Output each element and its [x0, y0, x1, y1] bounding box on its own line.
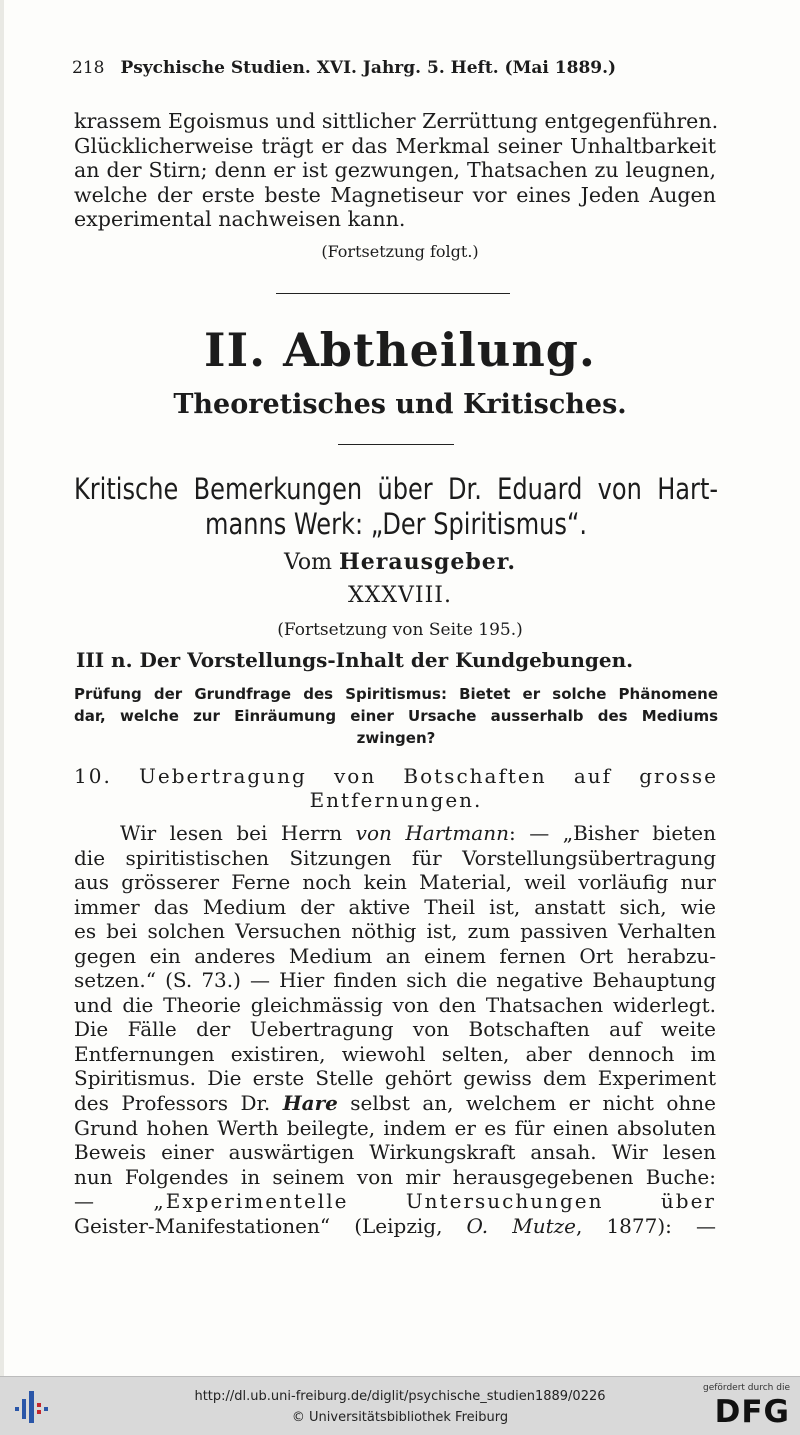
article-title: [74, 472, 719, 542]
text-line: [74, 821, 716, 846]
page-edge-shadow: [0, 0, 4, 1376]
text-line: gegen ein anderes Medium an einem fernen Ort herabzu-: [74, 943, 716, 968]
text-line: nun Folgendes in seinem von mir herausgegebenen Buche:: [74, 1164, 716, 1189]
question-line: dar, welche zur Einräumung einer Ursache ausserhalb des Mediums: [74, 707, 718, 725]
question-block: [74, 683, 718, 749]
section-heading: III n. Der Vorstellungs-Inhalt der Kundgebungen.: [76, 648, 634, 672]
body-paragraph: [74, 821, 716, 1238]
division-subtitle: Theoretisches und Kritisches.: [173, 389, 627, 420]
part-number: XXXVIII.: [348, 583, 452, 608]
dfg-logo: DFG: [714, 1394, 790, 1430]
page-number: 218: [72, 58, 105, 78]
copyright-note: © Universitätsbibliothek Freiburg: [291, 1410, 509, 1425]
byline-prefix: Vom: [284, 550, 332, 575]
text-line: Spiritismus. Die erste Stelle gehört gewiss dem Experiment: [74, 1066, 716, 1091]
text-line: experimental nachweisen kann.: [74, 207, 406, 232]
question-line: Prüfung der Grundfrage des Spiritismus: Bietet er solche Phänomene: [74, 685, 718, 703]
article-title-line: Kritische Bemerkungen über Dr. Eduard von Hart-: [74, 472, 719, 506]
text-line: — „Experimentelle Untersuchungen über: [74, 1189, 716, 1214]
text-line: immer das Medium der aktive Theil ist, anstatt sich, wie: [74, 894, 716, 919]
text-run: , 1877): —: [576, 1213, 717, 1238]
continuation-note: (Fortsetzung folgt.): [321, 242, 479, 261]
section-divider: [276, 293, 510, 294]
title-divider: [338, 444, 454, 445]
division-title: II. Abtheilung.: [204, 323, 596, 377]
continued-paragraph: [74, 109, 719, 232]
text-line: [74, 1214, 716, 1239]
author-name-bold: Hare: [282, 1091, 338, 1116]
byline: [0, 549, 800, 575]
text-line: Entfernungen existiren, wiewohl selten, aber dennoch im: [74, 1041, 716, 1066]
text-run: Geister-Manifestationen“ (Leipzig,: [74, 1213, 467, 1238]
text-line: die spiritistischen Sitzungen für Vorstellungsübertragung: [74, 845, 716, 870]
text-line: krassem Egoismus und sittlicher Zerrüttung entgegenführen.: [74, 109, 719, 133]
text-line: setzen.“ (S. 73.) — Hier finden sich die negative Behauptung: [74, 968, 716, 993]
author-name-italic: von Hartmann: [355, 821, 509, 845]
text-run: Wir lesen bei Herrn: [120, 821, 356, 845]
text-line: es bei solchen Versuchen nöthig ist, zum passiven Verhalten: [74, 919, 716, 944]
text-line: Glücklicherweise trägt er das Merkmal seiner Unhaltbarkeit: [74, 133, 716, 158]
funding-note: gefördert durch die: [703, 1383, 790, 1393]
question-line: zwingen?: [356, 729, 436, 747]
text-line: an der Stirn; denn er ist gezwungen, Thatsachen zu leugnen,: [74, 158, 716, 183]
text-run: des Professors Dr.: [74, 1091, 283, 1116]
text-line: und die Theorie gleichmässig von den Thatsachen widerlegt.: [74, 992, 716, 1017]
permalink-url[interactable]: http://dl.ub.uni-freiburg.de/diglit/psychische_studien1889/0226: [194, 1389, 606, 1404]
subsection-heading-line: Entfernungen.: [309, 788, 483, 812]
text-run: selbst an, welchem er nicht ohne: [337, 1091, 716, 1116]
text-line: welche der erste beste Magnetiseur vor eines Jeden Augen: [74, 182, 716, 207]
article-title-line: manns Werk: „Der Spiritismus“.: [205, 507, 588, 541]
byline-author: Herausgeber.: [338, 549, 516, 575]
journal-header: Psychische Studien. XVI. Jahrg. 5. Heft. (Mai 1889.): [120, 58, 617, 78]
subsection-heading: [74, 764, 718, 812]
running-head: [72, 58, 732, 78]
viewer-footer: [0, 1376, 800, 1435]
text-line: Grund hohen Werth beilegte, indem er es für einen absoluten: [74, 1115, 716, 1140]
continued-from-note: (Fortsetzung von Seite 195.): [277, 620, 523, 640]
subsection-heading-line: 10. Uebertragung von Botschaften auf grosse: [74, 764, 718, 788]
publisher-italic: O. Mutze: [466, 1213, 576, 1238]
text-line: Die Fälle der Uebertragung von Botschaften auf weite: [74, 1017, 716, 1042]
text-line: [74, 1091, 716, 1116]
text-line: Beweis einer auswärtigen Wirkungskraft ansah. Wir lesen: [74, 1140, 716, 1165]
text-line: aus grösserer Ferne noch kein Material, weil vorläufig nur: [74, 870, 716, 895]
text-run: : — „Bisher bieten: [508, 821, 716, 845]
